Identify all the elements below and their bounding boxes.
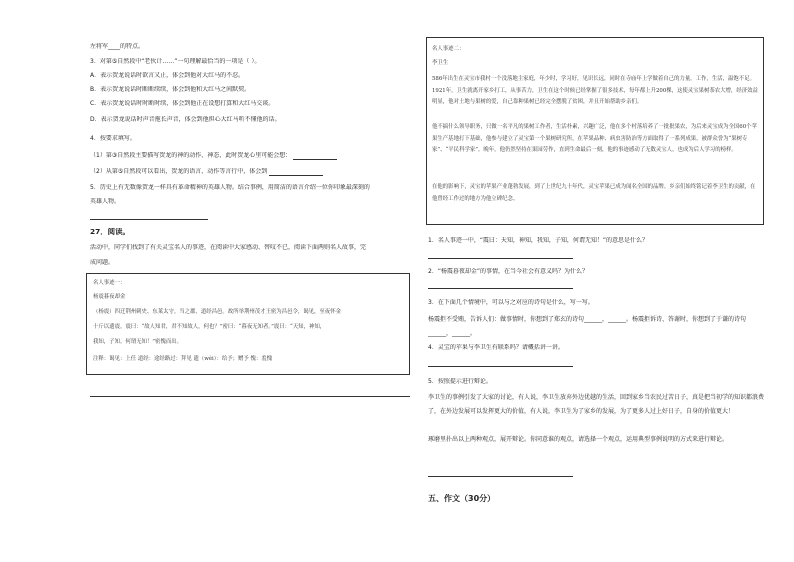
story-1-title: 名人事迹一：	[93, 280, 126, 286]
right-question-3-text: 杨震拒不受贿，告诉人们：做事情时，你想到了郑玄的诗句______，______。杨震拒诉诗、答谢时，你想到了于谦的诗句______，______。	[428, 316, 747, 337]
option-b: B．表示贺龙说话时断断续续，体会到他和大红马之间默契。	[90, 86, 251, 93]
story-2-paragraph-3: 在他的影响下，灵宝的苹果产业蓬勃发展，到了上世纪九十年代，灵宝苹果已成为闻名全国的品牌。乡亲们始终铭记着李卫生的贡献，在他曾经工作过的地方为他立碑纪念。	[432, 184, 756, 202]
question-4-2	[90, 168, 323, 176]
story-1-line-3: 我知，子知。何谓无知！”密愧而出。	[93, 339, 183, 345]
question-4-1-text: （1）第③自然段主要描写贺龙的神的动作、神态，此时贺龙心里可能会想：	[90, 152, 292, 159]
question-5-cont: 英雄人物。	[90, 198, 121, 205]
option-d: D．表示贺龙说话时声音拖长声音，体会到他担心大红马听不懂他的话。	[90, 116, 281, 123]
question-4: 4．按要求填写。	[90, 135, 136, 142]
story-1-notes: 注释：谒见：上任 道经：途经路过：拜见 遗（wèi）：给予；赠予 愧：羞愧	[93, 356, 273, 362]
answer-line[interactable]	[90, 396, 410, 397]
story-2-title: 名人事迹二：	[432, 46, 465, 52]
reading-intro: 活动中，同学们找到了有关灵宝名人的事迹，在阅读中大家感动、替叹不已，阅读下面两则名人故事，完	[90, 244, 367, 251]
story-1-subtitle: 杨震暮夜却金	[93, 294, 126, 300]
answer-line[interactable]	[428, 288, 573, 289]
question-4-1	[90, 152, 337, 160]
right-question-4: 4．灵宝的苹果与李卫生有联系吗？请概括讲一讲。	[428, 344, 564, 351]
story-1-box	[86, 273, 410, 375]
option-c: C．表示贺龙说话时时断时续，体会到他正在设想打算和大红马交谈。	[90, 100, 275, 107]
question-3: 3．对第⑤自然段中“老伙计……”一句理解最恰当的一项是（ ）。	[90, 58, 261, 65]
section-5-title: 五、作文（30分）	[428, 494, 496, 503]
answer-line[interactable]	[428, 366, 573, 367]
story-1-line-1: （杨震）四迁荆州刺史、东莱太守。当之郡，道经昌邑。故所举荆州茂才王密为昌邑令，谒见，至夜怀金	[93, 309, 341, 315]
story-1-line-2: 十斤以遗震。震曰：“故人知君，君不知故人，何也？”密曰：“暮夜无知者。”震曰：“天知，神知，	[93, 324, 326, 330]
story-2-paragraph-1: 586年出生在灵宝市我村一个没落地主家庭，年少时，学习好，见识长远，同时在寺庙年上学做着自己的力量。工作，生活，温饱不足。1921年，卫生就离开家乡打工，从事苦力，卫生在这个时候已经掌握了很多技术，每年都上升200棵，这使灵宝果树茶农大增，经济效益明显，他对土地与果树的爱，自己靠种果树已经完全摆脱了贫困，并且开始帮助乡亲们。	[432, 76, 758, 106]
question-4-2-text: （2）从第⑤自然段可以看出，贺龙的语言、动作等言行中，体会到	[90, 168, 268, 175]
answer-line[interactable]	[428, 258, 573, 259]
section-27-title: 27．阅读。	[90, 228, 130, 236]
right-question-5: 5．按照提示进行辩论。	[428, 378, 492, 385]
answer-line[interactable]	[428, 476, 573, 477]
answer-blank[interactable]	[293, 152, 337, 160]
right-question-5-instruction: 琢磨里扑出以上两种观点，展开辩论。你同意谁的观点，请选择一个观点，运用典型事例说明的方式来进行辩论。	[428, 436, 729, 443]
story-2-paragraph-2: 他不搞什么领导职务，只做一名平凡的果树工作者，生活朴素，兴趣广泛，他在多个村落培养了一批批果农，为后来灵宝成为全国60个苹果生产基地打下基础，他参与建立了灵宝第一个果树研究所，在苹果品种、病虫害防治等方面取得了一系列成果，被群众誉为“果树专家”、“平民科学家”。晚年，他仍然坚持在果园劳作，直到生命最后一刻，他的事迹感动了无数灵宝人，也成为后人学习的榜样。	[432, 124, 757, 154]
option-a: A．表示贺龙说话时欲言又止，体会到他对大红马的不忍。	[90, 72, 245, 79]
intro-line: 左将军____的特点。	[90, 43, 145, 50]
right-question-2: 2．“杨震暮夜却金”的事情，在当今社会有意义吗？为什么？	[428, 268, 589, 275]
story-2-name: 李卫生	[432, 60, 449, 66]
right-question-3: 3．在下面几个情境中，可以与之对应的诗句是什么，写一写。	[428, 299, 594, 306]
right-question-1: 1．名人事迹一中，“震曰：天知，神知，我知，子知，何谓无知！”的意思是什么？	[428, 237, 649, 244]
question-5: 5．历史上有无数像贺龙一样具有革命精神的英雄人物。结合事例，用简洁的语言介绍一位你印象最深刻的	[90, 184, 370, 191]
right-question-5-text: 李卫生的事例引发了大家的讨论，有人说，李卫生放弃外边优越的生活，回到家乡当农民过苦日子，真是把当初学的知识都浪费了，在外边发展可以发挥更大的价值，有人说，李卫生为了家乡的发展，为了更多人过上好日子，自身的价值更大！	[428, 394, 764, 415]
reading-intro-cont: 成问题。	[90, 259, 115, 266]
answer-blank[interactable]	[269, 168, 323, 176]
answer-line[interactable]	[90, 219, 208, 220]
story-2-box	[426, 37, 764, 225]
